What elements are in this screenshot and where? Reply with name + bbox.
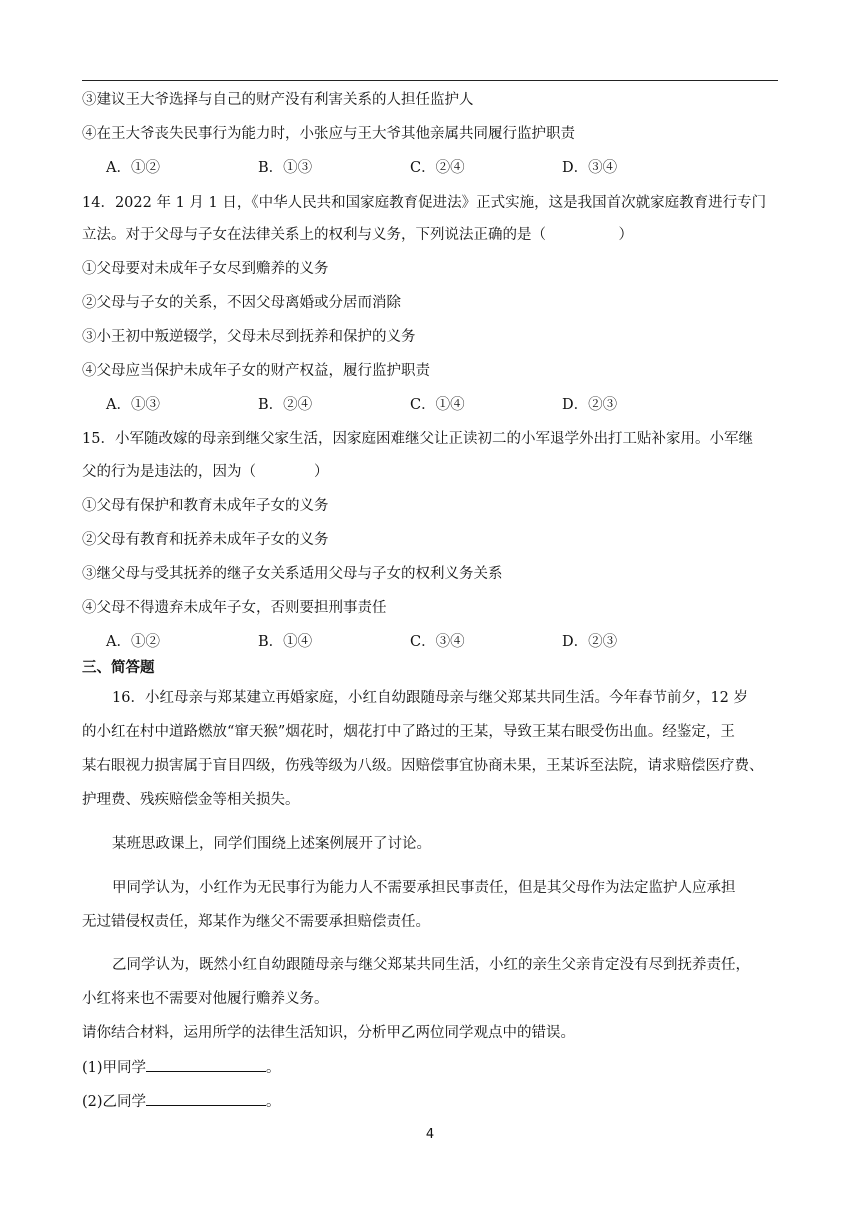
header-rule [82,80,778,81]
answer-2-end: 。 [266,1094,281,1110]
answer-2 [82,1091,281,1112]
q16-para4-line1: 乙同学认为，既然小红自幼跟随母亲与继父郑某共同生活，小红的亲生父亲肯定没有尽到抚养责任， [112,957,750,973]
q16-para2: 某班思政课上，同学们围绕上述案例展开了讨论。 [112,836,431,852]
answer-1-end: 。 [266,1060,281,1076]
option-b[interactable]: B．①③ [258,160,313,176]
q14-statement-1: ①父母要对未成年子女尽到赡养的义务 [82,261,329,277]
section-heading: 三、简答题 [82,660,155,676]
q13-statement-4: ④在王大爷丧失民事行为能力时，小张应与王大爷其他亲属共同履行监护职责 [82,126,575,142]
q13-statement-3: ③建议王大爷选择与自己的财产没有利害关系的人担任监护人 [82,92,474,108]
q16-para3-line1: 甲同学认为，小红作为无民事行为能力人不需要承担民事责任，但是其父母作为法定监护人应承担 [112,880,736,896]
option-c[interactable]: C．②④ [410,160,465,176]
q15-statement-2: ②父母有教育和抚养未成年子女的义务 [82,532,329,548]
answer-1 [82,1057,281,1078]
answer-2-label: (2)乙同学 [82,1094,147,1110]
option-d[interactable]: D．②③ [562,634,618,650]
option-c[interactable]: C．③④ [410,634,465,650]
option-b[interactable]: B．①④ [258,634,313,650]
option-d[interactable]: D．②③ [562,397,618,413]
q15-statement-3: ③继父母与受其抚养的继子女关系适用父母与子女的权利义务关系 [82,566,503,582]
q15-options [106,632,714,652]
q16-prompt: 请你结合材料，运用所学的法律生活知识，分析甲乙两位同学观点中的错误。 [82,1025,575,1041]
q14-stem-line-1: 14．2022 年 1 月 1 日，《中华人民共和国家庭教育促进法》正式实施，这是我国首次就家庭教育进行专门 [82,195,767,211]
option-a[interactable]: A．①② [106,634,160,650]
answer-1-blank[interactable] [146,1057,266,1072]
q14-options [106,395,714,415]
q13-options [106,158,714,178]
answer-1-label: (1)甲同学 [82,1060,147,1076]
answer-2-blank[interactable] [146,1091,266,1106]
q16-para3-line2: 无过错侵权责任，郑某作为继父不需要承担赔偿责任。 [82,914,430,930]
page-number: 4 [425,1127,435,1142]
option-a[interactable]: A．①② [106,160,160,176]
option-d[interactable]: D．③④ [562,160,618,176]
q15-statement-1: ①父母有保护和教育未成年子女的义务 [82,498,329,514]
q14-statement-4: ④父母应当保护未成年子女的财产权益，履行监护职责 [82,363,430,379]
q16-para1-line2: 的小红在村中道路燃放“窜天猴”烟花时，烟花打中了路过的王某，导致王某右眼受伤出血。经鉴定，王 [82,724,735,740]
q14-statement-3: ③小王初中叛逆辍学，父母未尽到抚养和保护的义务 [82,329,416,345]
q16-para1-line4: 护理费、残疾赔偿金等相关损失。 [82,792,300,808]
q16-para4-line2: 小红将来也不需要对他履行赡养义务。 [82,991,329,1007]
q16-para1-line3: 某右眼视力损害属于盲目四级，伤残等级为八级。因赔偿事宜协商未果，王某诉至法院，请求赔偿医疗费、 [82,758,764,774]
q15-stem-line-2: 父的行为是违法的，因为（ ） [82,464,329,480]
option-c[interactable]: C．①④ [410,397,465,413]
q14-stem-line-2: 立法。对于父母与子女在法律关系上的权利与义务，下列说法正确的是（ ） [82,227,633,243]
q16-para1-line1: 16．小红母亲与郑某建立再婚家庭，小红自幼跟随母亲与继父郑某共同生活。今年春节前夕，12 岁 [112,690,749,706]
q14-statement-2: ②父母与子女的关系，不因父母离婚或分居而消除 [82,295,401,311]
q15-stem-line-1: 15．小军随改嫁的母亲到继父家生活，因家庭困难继父让正读初二的小军退学外出打工贴补家用。小军继 [82,431,753,447]
option-b[interactable]: B．②④ [258,397,313,413]
option-a[interactable]: A．①③ [106,397,160,413]
q15-statement-4: ④父母不得遗弃未成年子女，否则要担刑事责任 [82,600,387,616]
